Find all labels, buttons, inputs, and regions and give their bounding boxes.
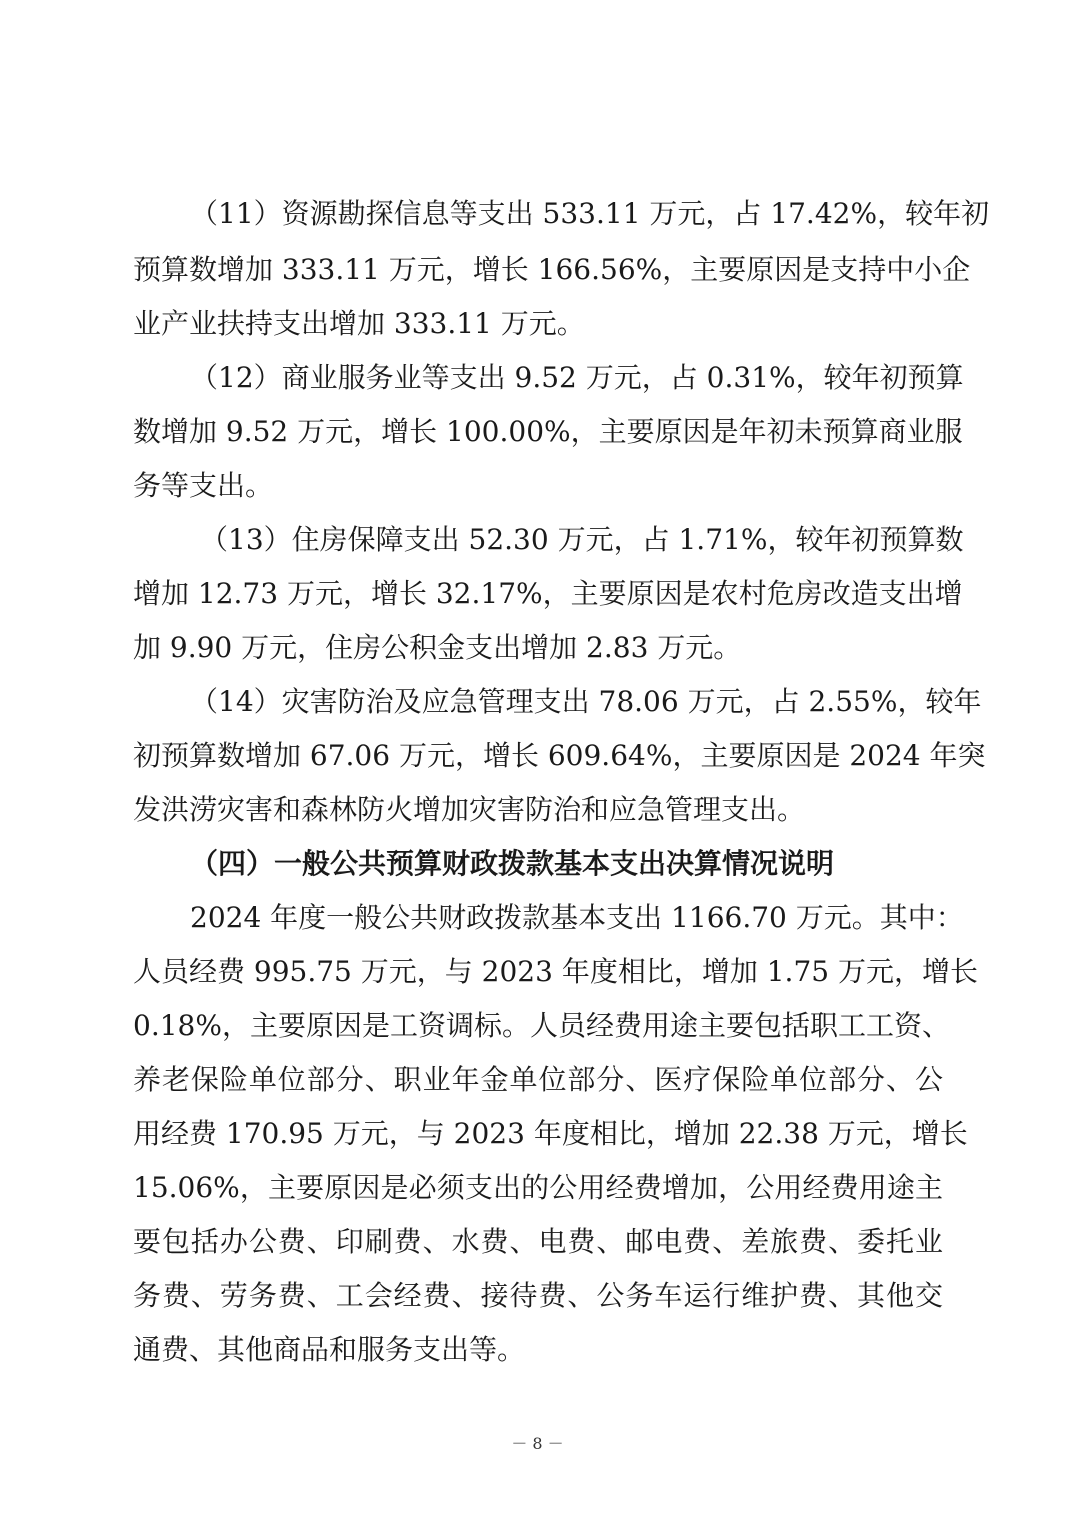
paragraph-13-line-2: 增加 12.73 万元，增长 32.17%，主要原因是农村危房改造支出增 [133,577,963,610]
basic-expenditure-line-2: 人员经费 995.75 万元，与 2023 年度相比，增加 1.75 万元，增长 [133,955,978,988]
basic-expenditure-line-3: 0.18%，主要原因是工资调标。人员经费用途主要包括职工工资、 [133,1009,950,1042]
paragraph-13-line-3: 加 9.90 万元，住房公积金支出增加 2.83 万元。 [133,631,742,664]
basic-expenditure-line-5: 用经费 170.95 万元，与 2023 年度相比，增加 22.38 万元，增长 [133,1117,968,1150]
basic-expenditure-line-1: 2024 年度一般公共财政拨款基本支出 1166.70 万元。其中： [190,901,964,934]
paragraph-12-line-1: （12）商业服务业等支出 9.52 万元，占 0.31%，较年初预算 [190,361,964,394]
section-heading-4: （四）一般公共预算财政拨款基本支出决算情况说明 [190,847,835,880]
paragraph-12-line-3: 务等支出。 [133,469,274,502]
paragraph-14-line-3: 发洪涝灾害和森林防火增加灾害防治和应急管理支出。 [133,793,806,826]
paragraph-12-line-2: 数增加 9.52 万元，增长 100.00%，主要原因是年初未预算商业服 [133,415,963,448]
paragraph-11-line-1: （11）资源勘探信息等支出 533.11 万元，占 17.42%，较年初 [190,197,990,230]
basic-expenditure-line-8: 务费、劳务费、工会经费、接待费、公务车运行维护费、其他交 [133,1279,943,1312]
paragraph-14-line-2: 初预算数增加 67.06 万元，增长 609.64%，主要原因是 2024 年突 [133,739,986,772]
basic-expenditure-line-9: 通费、其他商品和服务支出等。 [133,1333,526,1366]
paragraph-11-line-2: 预算数增加 333.11 万元，增长 166.56%，主要原因是支持中小企 [133,253,971,286]
basic-expenditure-line-7: 要包括办公费、印刷费、水费、电费、邮电费、差旅费、委托业 [133,1225,943,1258]
page-number: － 8 － [511,1434,564,1453]
paragraph-14-line-1: （14）灾害防治及应急管理支出 78.06 万元，占 2.55%，较年 [190,685,982,718]
paragraph-11-line-3: 业产业扶持支出增加 333.11 万元。 [133,307,585,340]
basic-expenditure-line-4: 养老保险单位部分、职业年金单位部分、医疗保险单位部分、公 [133,1063,943,1096]
basic-expenditure-line-6: 15.06%，主要原因是必须支出的公用经费增加，公用经费用途主 [133,1171,943,1204]
paragraph-13-line-1: （13）住房保障支出 52.30 万元，占 1.71%，较年初预算数 [200,523,964,556]
